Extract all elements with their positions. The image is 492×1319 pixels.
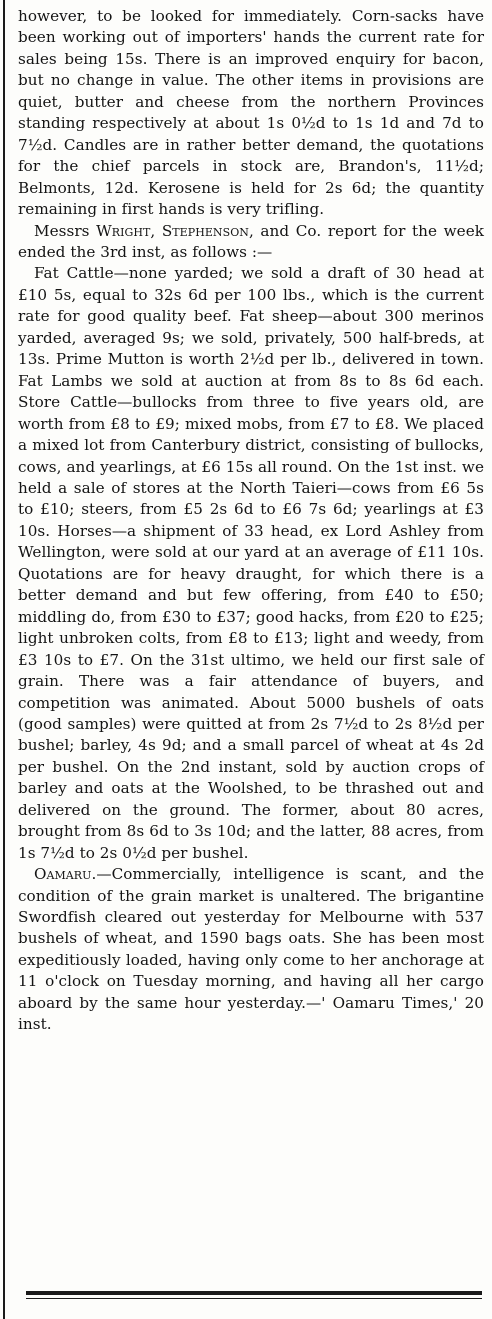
intro-rest: , and Co. report for the week ended the 3rd inst, as follows :—	[18, 221, 484, 261]
firm-name: Wright, Stephenson	[96, 221, 249, 240]
article-column	[18, 6, 484, 1036]
stock-report-paragraph: Fat Cattle—none yarded; we sold a draft of 30 head at £10 5s, equal to 32s 6d per 100 lbs., which is the current rate for good quality beef. Fat sheep—about 300 merinos yarded, averaged 9s; we sold, privately, 500 half-breds, at 13s. Prime Mutton is worth 2½d per lb., delivered in town. Fat Lambs we sold at auction at from 8s to 8s 6d each. Store Cattle—bullocks from three to five years old, are worth from £8 to £9; mixed mobs, from £7 to £8. We placed a mixed lot from Canterbury district, consisting of bullocks, cows, and yearlings, at £6 15s all round. On the 1st inst. we held a sale of stores at the North Taieri—cows from £6 5s to £10; steers, from £5 2s 6d to £6 7s 6d; yearlings at £3 10s. Horses—a shipment of 33 head, ex Lord Ashley from Wellington, were sold at our yard at an average of £11 10s. Quotations are for heavy draught, for which there is a better demand and but few offering, from £40 to £50; middling do, from £30 to £37; good hacks, from £20 to £25; light unbroken colts, from £8 to £13; light and weedy, from £3 10s to £7. On the 31st ultimo, we held our first sale of grain. There was a fair attendance of buyers, and competition was animated. About 5000 bushels of oats (good samples) were quitted at from 2s 7½d to 2s 8½d per bushel; barley, 4s 9d; and a small parcel of wheat at 4s 2d per bushel. On the 2nd instant, sold by auction crops of barley and oats at the Woolshed, to be thrashed out and delivered on the ground. The former, about 80 acres, brought from 8s 6d to 3s 10d; and the latter, 88 acres, from 1s 7½d to 2s 0½d per bushel.	[18, 264, 484, 862]
place-heading: Oamaru	[34, 865, 92, 884]
oamaru-text: .—Commercially, intelligence is scant, and the condition of the grain market is unaltered. The brigantine Swordfish cleared out yesterday for Melbourne with 537 bushels of wheat, and 1590 bags oats. She has been most expeditiously loaded, having only come to her anchorage at 11 o'clock on Tuesday morning, and having all her cargo aboard by the same hour yesterday.—' Oamaru Times,' 20 inst.	[18, 865, 484, 1034]
stock-report-intro-paragraph	[18, 221, 484, 264]
column-left-rule	[3, 0, 5, 1319]
oamaru-paragraph	[18, 864, 484, 1036]
intro-prefix: Messrs	[34, 221, 97, 240]
thick-rule	[26, 1291, 482, 1295]
thin-rule	[26, 1298, 482, 1299]
section-end-rule	[26, 1291, 482, 1301]
provisions-paragraph: however, to be looked for immediately. Corn-sacks have been working out of importers' hands the current rate for sales being 15s. There is an improved enquiry for bacon, but no change in value. The other items in provisions are quiet, butter and cheese from the northern Provinces standing respectively at about 1s 0½d to 1s 1d and 7d to 7½d. Candles are in rather better demand, the quotations for the chief parcels in stock are, Brandon's, 11½d; Belmonts, 12d. Kerosene is held for 2s 6d; the quantity remaining in first hands is very trifling.	[18, 7, 484, 219]
